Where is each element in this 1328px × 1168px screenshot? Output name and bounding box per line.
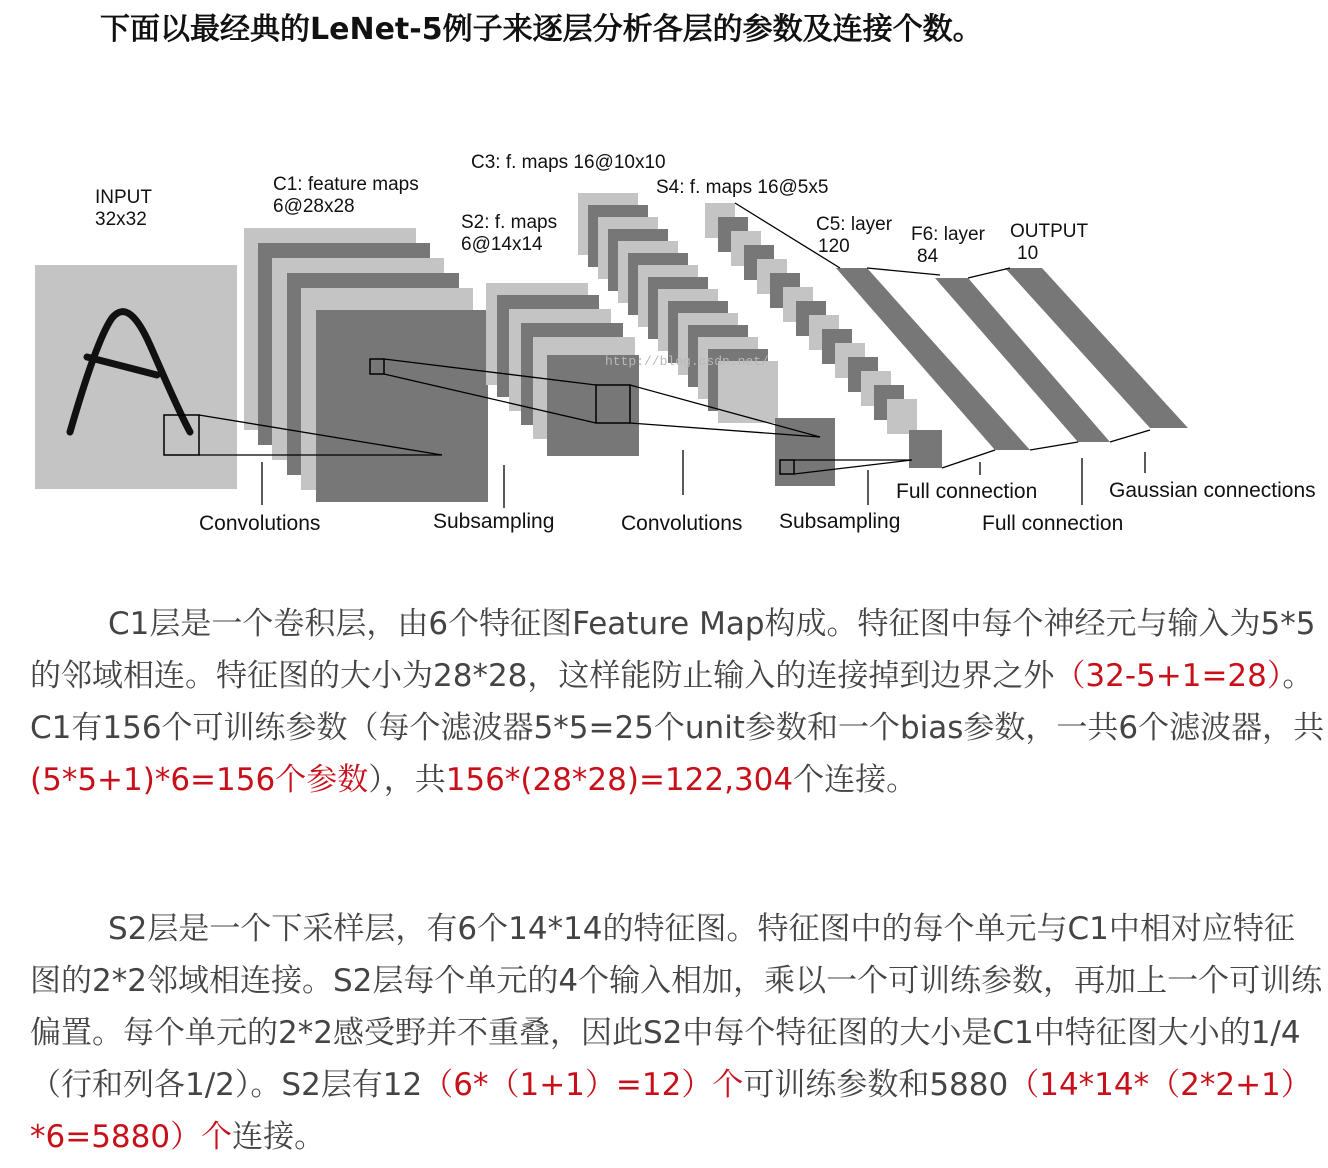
output-size: 10 [1017,243,1039,264]
c1-formula-connections: 156*(28*28)=122,304 [445,762,794,798]
label-gaussian-connections: Gaussian connections [1109,479,1316,502]
f6-layer-bar [935,278,1110,442]
output-layer-bar [1005,268,1188,428]
f6-size: 84 [917,246,939,267]
s2-formula-connections: （14*14*（2*2+1）*6=5880）个 [30,1067,1312,1155]
intro-heading: 下面以最经典的LeNet-5例子来逐层分析各层的参数及连接个数。 [100,12,983,47]
s2-feature-maps [486,283,639,456]
label-subsampling-2: Subsampling [779,510,901,533]
label-full-connection-2: Full connection [982,512,1124,535]
c5-size: 120 [818,236,850,257]
s4-title: S4: f. maps 16@5x5 [656,177,829,198]
s2-text-2: 可训练参数和5880 [743,1067,1009,1103]
lenet5-architecture-diagram [0,140,1328,545]
c5-title: C5: layer [816,214,893,235]
c1-text-3: ），共 [368,762,446,798]
c1-paragraph [30,598,1325,806]
s2-title: S2: f. maps [461,212,558,233]
output-title: OUTPUT [1010,221,1089,242]
label-convolutions-2: Convolutions [621,512,743,535]
input-size: 32x32 [95,209,147,230]
c1-text-4: 个连接。 [793,762,918,798]
c3-title: C3: f. maps 16@10x10 [471,152,666,173]
watermark: http://blog.csdn.net/ [605,354,769,369]
c1-text-1: C1层是一个卷积层，由6个特征图Feature Map构成。特征图中每个神经元与输入为5*5的邻域相连。特征图的大小为28*28，这样能防止输入的连接掉到边界之外 [30,606,1316,694]
label-convolutions-1: Convolutions [199,512,321,535]
label-full-connection-1: Full connection [896,480,1038,503]
label-subsampling-1: Subsampling [433,510,555,533]
c1-feature-maps [244,228,488,502]
s2-size: 6@14x14 [461,234,543,255]
c1-size: 6@28x28 [273,196,355,217]
c1-title: C1: feature maps [273,174,419,195]
input-title: INPUT [95,187,152,208]
f6-title: F6: layer [911,224,985,245]
s2-text-1: S2层是一个下采样层，有6个14*14的特征图。特征图中的每个单元与C1中相对应特征图的2*2邻域相连接。S2层每个单元的4个输入相加，乘以一个可训练参数，再加上一个可训练偏置。每个单元的2*2感受野并不重叠，因此S2中每个特征图的大小是C1中特征图大小的1/4（行和列各1/2）。S2层有12 [30,911,1323,1103]
s2-formula-params: （6*（1+1）=12）个 [422,1067,744,1103]
s2-paragraph [30,903,1325,1163]
c1-formula-size: （32-5+1=28） [1054,658,1283,694]
c1-text-2: 。C1有156个可训练参数（每个滤波器5*5=25个unit参数和一个bias参数，一共6个滤波器，共 [30,658,1325,746]
s2-text-3: 连接。 [232,1119,326,1155]
c1-formula-params: (5*5+1)*6=156个参数 [30,762,369,798]
